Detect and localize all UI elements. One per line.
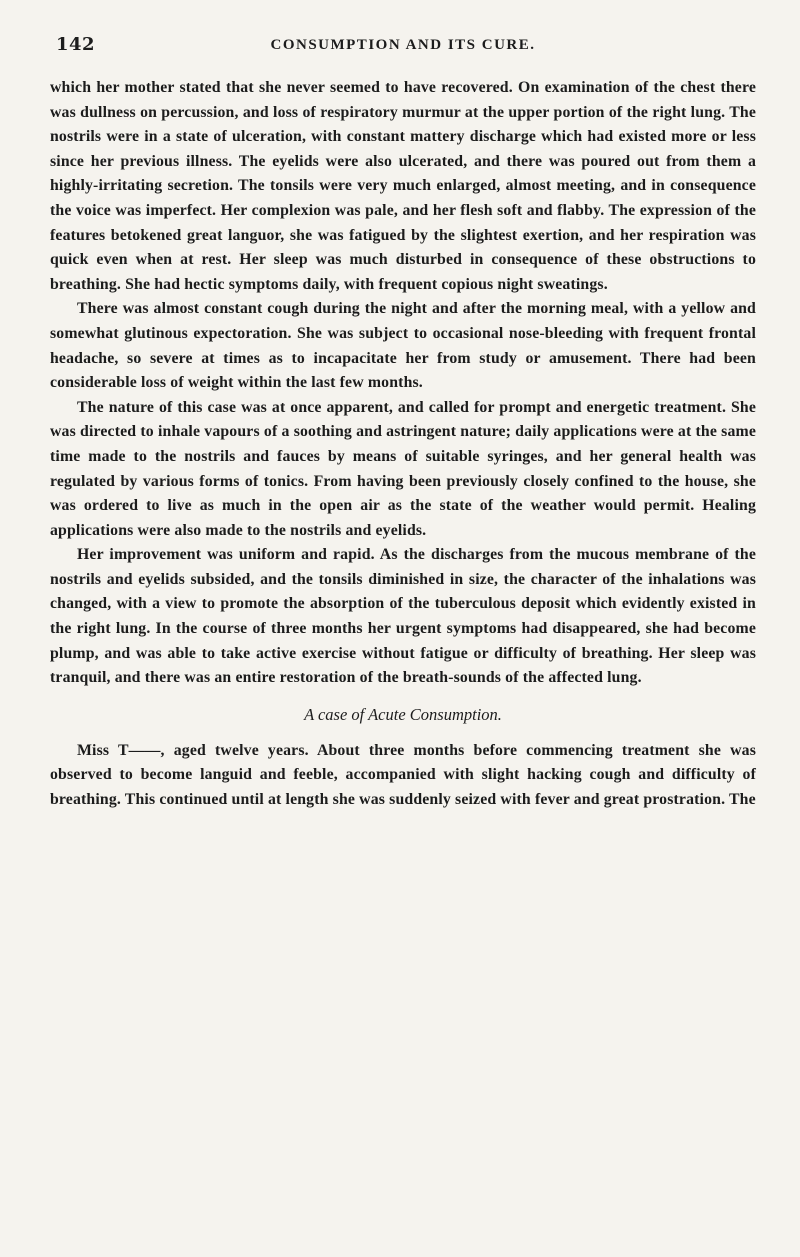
- paragraph-cough: There was almost constant cough during the night and after the morning meal, with a yellow and somewhat glutinous expectoration. She was subject to occasional nose-bleeding with frequent frontal headache, so severe at times as to incapacitate her from study or amusement. There had been considerable loss of weight within the last few months.: [50, 300, 756, 392]
- section-heading: A case of Acute Consumption.: [304, 704, 502, 724]
- body-text: [50, 76, 756, 813]
- paragraph-continued: which her mother stated that she never seemed to have recovered. On examination of the chest there was dullness on percussion, and loss of respiratory murmur at the upper portion of the right lung. The nostrils were in a state of ulceration, with constant mattery discharge which had existed more or less since her previous illness. The eyelids were also ulcerated, and there was poured out from them a highly-irritating secretion. The tonsils were very much enlarged, almost meeting, and in consequence the voice was imperfect. Her complexion was pale, and her flesh soft and flabby. The expression of the features betokened great languor, she was fatigued by the slightest exertion, and her respiration was quick even when at rest. Her sleep was much disturbed in consequence of these obstructions to breathing. She had hectic symptoms daily, with frequent copious night sweatings.: [50, 79, 756, 293]
- paragraph-improvement: Her improvement was uniform and rapid. As the discharges from the mucous membrane of the nostrils and eyelids subsided, and the tonsils diminished in size, the character of the inhalations was changed, with a view to promote the absorption of the tuberculous deposit which evidently existed in the right lung. In the course of three months her urgent symptoms had disappeared, she had become plump, and was able to take active exercise without fatigue or difficulty of breathing. Her sleep was tranquil, and there was an entire restoration of the breath-sounds of the affected lung.: [50, 546, 756, 687]
- paragraph-treatment: The nature of this case was at once apparent, and called for prompt and energetic treatment. She was directed to inhale vapours of a soothing and astringent nature; daily applications were at the same time made to the nostrils and fauces by means of suitable syringes, and her general health was regulated by various forms of tonics. From having been previously closely confined to the house, she was ordered to live as much in the open air as the state of the weather would permit. Healing applications were also made to the nostrils and eyelids.: [50, 398, 756, 539]
- page-number: 142: [56, 34, 96, 55]
- book-page: [50, 30, 756, 813]
- running-head: CONSUMPTION AND ITS CURE.: [270, 37, 536, 53]
- page-header: [50, 30, 756, 66]
- paragraph-case-intro: Miss T——, aged twelve years. About three months before commencing treatment she was observed to become languid and feeble, accompanied with slight hacking cough and difficulty of breathing. This continued until at length she was suddenly seized with fever and great prostration. The: [50, 741, 756, 809]
